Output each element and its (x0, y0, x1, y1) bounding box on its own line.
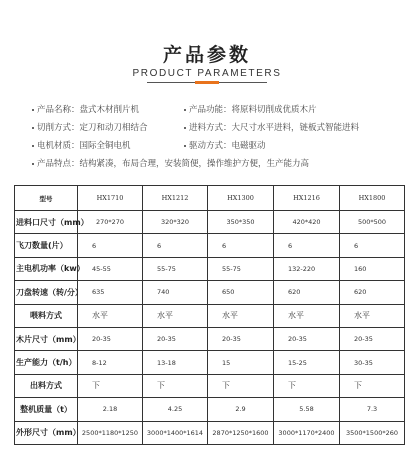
feature-value: 电磁驱动 (231, 141, 266, 151)
table-cell: 水平 (274, 304, 340, 327)
row-label: 主电机功率（kw） (15, 257, 78, 280)
page-title: 产品参数 (162, 44, 251, 66)
table-cell: 30-35 (340, 351, 405, 374)
feature-value: 大尺寸水平进料，链板式智能进料 (231, 123, 360, 133)
table-cell: 15 (208, 351, 274, 374)
feature-label: 产品名称： (37, 105, 80, 115)
table-row (15, 327, 405, 350)
table-cell: 55-75 (143, 257, 208, 280)
row-label: 出料方式 (15, 374, 78, 397)
header-model-label: 型号 (15, 186, 78, 211)
row-label: 整机质量（t） (15, 398, 78, 421)
table-cell: 水平 (78, 304, 143, 327)
page-subtitle: PRODUCT PARAMETERS (132, 68, 282, 79)
table-cell: 500*500 (340, 211, 405, 234)
table-cell: 水平 (340, 304, 405, 327)
table-cell: 20-35 (340, 327, 405, 350)
table-row (15, 211, 405, 234)
feature-row (32, 101, 402, 119)
table-cell: 320*320 (143, 211, 208, 234)
table-cell: 3500*1500*260 (340, 421, 405, 444)
feature-value: 定刀和动刀相结合 (79, 123, 148, 133)
feature-label: 切削方式： (37, 123, 80, 133)
bullet-icon (184, 127, 186, 129)
table-cell: 下 (143, 374, 208, 397)
feature-value: 结构紧凑，布局合理，安装简便，操作维护方便，生产能力高 (79, 159, 310, 169)
header-model-cell: HX1300 (208, 186, 274, 211)
row-label: 生产能力（t/h） (15, 351, 78, 374)
table-cell: 650 (208, 281, 274, 304)
table-cell: 水平 (208, 304, 274, 327)
row-label: 进料口尺寸（mm） (15, 211, 78, 234)
table-cell: 6 (340, 234, 405, 257)
table-cell: 270*270 (78, 211, 143, 234)
table-cell: 20-35 (208, 327, 274, 350)
table-cell: 7.3 (340, 398, 405, 421)
feature-item (184, 119, 359, 137)
table-cell: 20-35 (143, 327, 208, 350)
table-cell: 350*350 (208, 211, 274, 234)
table-cell: 8-12 (78, 351, 143, 374)
table-header-row (15, 186, 405, 211)
bullet-icon (32, 109, 34, 111)
table-cell: 下 (274, 374, 340, 397)
feature-list (32, 101, 402, 173)
table-cell: 2.9 (208, 398, 274, 421)
feature-row (32, 137, 402, 155)
row-label: 木片尺寸（mm） (15, 327, 78, 350)
table-cell: 740 (143, 281, 208, 304)
table-cell: 3000*1400*1614 (143, 421, 208, 444)
table-cell: 6 (78, 234, 143, 257)
table-row (15, 281, 405, 304)
header-model-cell: HX1800 (340, 186, 405, 211)
table-cell: 160 (340, 257, 405, 280)
feature-label: 进料方式： (189, 123, 232, 133)
feature-row (32, 119, 402, 137)
table-cell: 5.58 (274, 398, 340, 421)
table-cell: 水平 (143, 304, 208, 327)
table-cell: 55-75 (208, 257, 274, 280)
header-model-cell: HX1216 (274, 186, 340, 211)
table-row (15, 304, 405, 327)
table-cell: 2870*1250*1600 (208, 421, 274, 444)
bullet-icon (184, 145, 186, 147)
feature-item (184, 101, 317, 119)
table-cell: 420*420 (274, 211, 340, 234)
feature-item (32, 101, 139, 119)
feature-label: 电机材质： (37, 141, 80, 151)
table-cell: 635 (78, 281, 143, 304)
row-label: 外形尺寸（mm） (15, 421, 78, 444)
feature-value: 将原料切削成优质木片 (231, 105, 317, 115)
table-row (15, 257, 405, 280)
table-cell: 20-35 (274, 327, 340, 350)
feature-value: 国际全铜电机 (79, 141, 131, 151)
feature-item (32, 119, 148, 137)
table-cell: 45-55 (78, 257, 143, 280)
feature-label: 产品特点： (37, 159, 80, 169)
table-cell: 620 (274, 281, 340, 304)
row-label: 喂料方式 (15, 304, 78, 327)
table-cell: 132-220 (274, 257, 340, 280)
table-row (15, 234, 405, 257)
spec-table (14, 185, 405, 445)
table-cell: 2500*1180*1250 (78, 421, 143, 444)
bullet-icon (32, 145, 34, 147)
title-divider-accent (195, 81, 219, 84)
bullet-icon (32, 127, 34, 129)
feature-value: 盘式木材削片机 (79, 105, 140, 115)
table-cell: 3000*1170*2400 (274, 421, 340, 444)
table-row (15, 374, 405, 397)
table-cell: 2.18 (78, 398, 143, 421)
header-model-cell: HX1212 (143, 186, 208, 211)
table-cell: 6 (143, 234, 208, 257)
feature-row (32, 155, 402, 173)
table-cell: 6 (208, 234, 274, 257)
table-cell: 下 (340, 374, 405, 397)
row-label: 刀盘转速（转/分） (15, 281, 78, 304)
header-model-cell: HX1710 (78, 186, 143, 211)
table-cell: 13-18 (143, 351, 208, 374)
bullet-icon (32, 163, 34, 165)
feature-item (32, 155, 309, 173)
table-cell: 20-35 (78, 327, 143, 350)
table-row (15, 421, 405, 444)
feature-item (32, 137, 131, 155)
table-row (15, 351, 405, 374)
table-row (15, 398, 405, 421)
table-cell: 4.25 (143, 398, 208, 421)
table-cell: 620 (340, 281, 405, 304)
row-label: 飞刀数量(片） (15, 234, 78, 257)
table-cell: 15-25 (274, 351, 340, 374)
table-cell: 下 (208, 374, 274, 397)
feature-label: 产品功能： (189, 105, 232, 115)
feature-item (184, 137, 266, 155)
feature-label: 驱动方式： (189, 141, 232, 151)
bullet-icon (184, 109, 186, 111)
table-cell: 下 (78, 374, 143, 397)
table-cell: 6 (274, 234, 340, 257)
